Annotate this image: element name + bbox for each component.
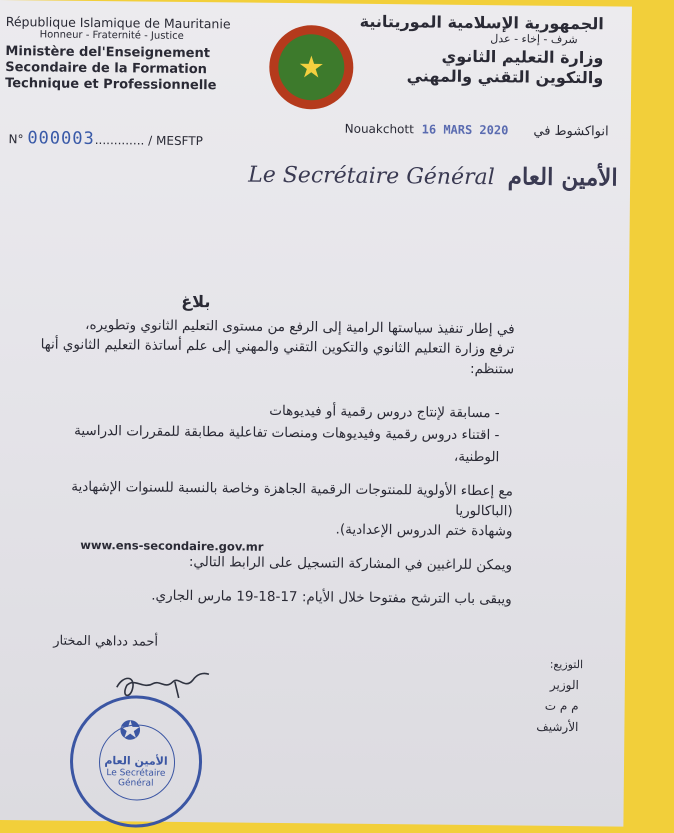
star-crescent-icon: ★: [278, 34, 345, 101]
date-line: [345, 122, 615, 139]
stamp-text-ar: الأمين العام: [104, 754, 168, 768]
date-stamp: 16 MARS 2020: [421, 122, 509, 138]
reference-stamp-number: 000003: [27, 128, 95, 149]
ministry-line-1-fr: Ministère del'Enseignement: [5, 44, 211, 62]
reference-suffix: / MESFTP: [148, 133, 203, 149]
national-seal-icon: [269, 25, 354, 110]
stamp-emblem-icon: ✪: [119, 716, 142, 747]
secretary-general-fr: Le Secrétaire Général: [248, 162, 495, 191]
paragraph-1-line-2: ترفع وزارة التعليم الثانوي والتكوين التقني والمهني إلى علم أساتذة التعليم الثانوي أنها: [40, 336, 515, 358]
ministry-line-2-ar: والتكوين التقني والمهني: [406, 66, 604, 88]
stamp-text-fr-2: Général: [118, 778, 154, 789]
motto-fr: Honneur - Fraternité - Justice: [39, 29, 184, 42]
distribution-item: م م ت: [544, 698, 579, 714]
ministry-line-2-fr: Secondaire de la Formation: [5, 60, 208, 78]
city-ar: انواكشوط في: [533, 123, 609, 140]
ministry-line-1-ar: وزارة التعليم الثانوي: [441, 46, 604, 68]
secretary-general-ar: الأمين العام: [507, 163, 618, 192]
ministry-line-3-fr: Technique et Professionnelle: [5, 76, 217, 94]
distribution-item: الأرشيف: [536, 719, 579, 735]
paragraph-2-line-2: وشهادة ختم الدروس الإعدادية).: [335, 521, 513, 540]
reference-number: N° 000003............. / MESFTP: [8, 128, 203, 149]
bullet-item-2-continued: الوطنية،: [453, 448, 500, 466]
distribution-item: الوزير: [549, 677, 579, 693]
paragraph-1-line-1: في إطار تنفيذ سياستها الرامية إلى الرفع من مستوى التعليم الثانوي وتطويره،: [85, 316, 515, 338]
reference-prefix: N°: [8, 132, 24, 147]
paragraph-2-line-1: مع إعطاء الأولوية للمنتوجات الرقمية الجاهزة وخاصة بالنسبة للسنوات الإشهادية (الباكالوريا: [71, 478, 513, 520]
republic-name-ar: الجمهورية الإسلامية الموريتانية: [359, 11, 604, 34]
paragraph-1-line-3: ستنظم:: [470, 360, 515, 378]
distribution-list: [482, 653, 583, 738]
paragraph-4: ويبقى باب الترشح مفتوحا خلال الأيام: 17-18-19 مارس الجاري.: [151, 587, 512, 608]
paragraph-3: ويمكن للراغبين في المشاركة التسجيل على الرابط التالي:: [188, 554, 513, 574]
signatory-header: [248, 161, 618, 192]
communique-body: [34, 290, 515, 609]
header-arabic: [353, 12, 604, 89]
distribution-label: التوزيع:: [549, 657, 584, 672]
bullet-item-2: - اقتناء دروس رقمية وفيديوهات ومنصات تفاعلية مطابقة للمقررات الدراسية: [74, 422, 500, 444]
city-fr: Nouakchott: [344, 121, 414, 137]
official-stamp: [69, 695, 202, 828]
signatory-name: أحمد دداهي المختار: [53, 633, 159, 650]
communique-title: بلاغ: [181, 291, 211, 312]
republic-name-fr: République Islamique de Mauritanie: [5, 14, 231, 32]
motto-ar: شرف - إخاء - عدل: [490, 32, 578, 47]
bullet-item-1: - مسابقة لإنتاج دروس رقمية أو فيديوهات: [269, 402, 500, 422]
header-french: [5, 14, 256, 95]
bullet-list: [35, 398, 514, 467]
stamp-text-fr-1: Le Secrétaire: [106, 768, 166, 779]
registration-link: www.ens-secondaire.gov.mr: [80, 537, 264, 554]
